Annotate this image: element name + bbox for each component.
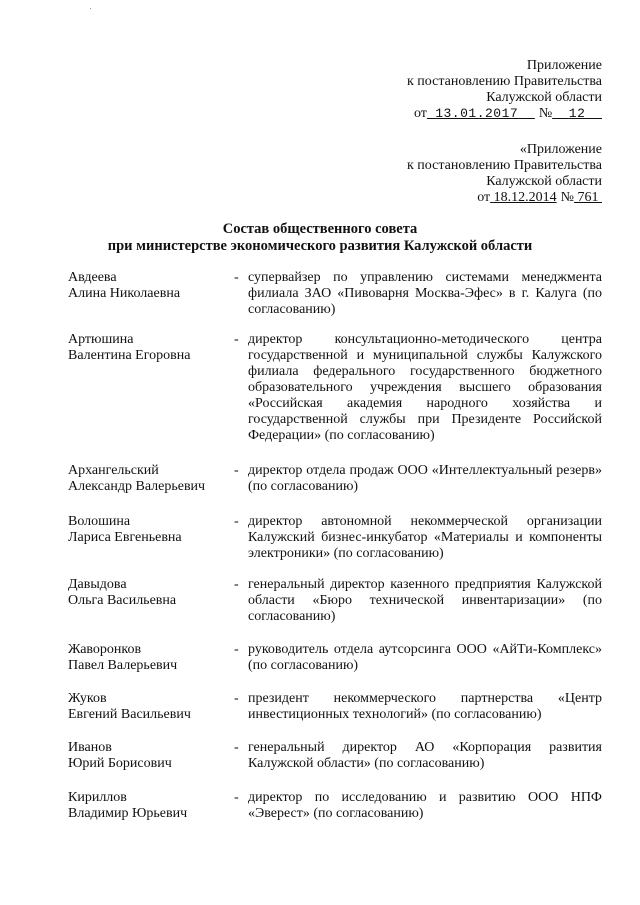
- member-name: [68, 642, 238, 674]
- original-appendix-date-line: [407, 190, 602, 206]
- member-given-names: Евгений Васильевич: [68, 707, 191, 722]
- member-position: президент некоммерческого партнерства «Центр инвестиционных технологий» (по согласованию): [248, 691, 602, 722]
- member-position: директор отдела продаж ООО «Интеллектуальный резерв» (по согласованию): [248, 463, 602, 494]
- member-name: [68, 790, 238, 822]
- member-surname: Архангельский: [68, 463, 159, 478]
- member-dash: -: [234, 642, 239, 657]
- member-surname: Давыдова: [68, 577, 127, 592]
- member-name: [68, 463, 238, 495]
- original-appendix-resolution-ref: к постановлению Правительства: [406, 158, 602, 173]
- member-name: [68, 577, 238, 609]
- member-position: директор автономной некоммерческой организации Калужский бизнес-инкубатор «Материалы и компоненты электроники» (по согласованию): [248, 514, 602, 561]
- member-name: [68, 740, 238, 772]
- appendix-header: [407, 58, 602, 122]
- member-position: руководитель отдела аутсорсинга ООО «АйТи-Комплекс» (по согласованию): [248, 642, 602, 673]
- resolution-date: 13.01.2017: [435, 106, 519, 121]
- member-surname: Жуков: [68, 691, 107, 706]
- member-given-names: Александр Валерьевич: [68, 479, 206, 494]
- appendix-date-line: [407, 106, 602, 122]
- member-dash: -: [234, 270, 239, 285]
- member-name: [68, 332, 238, 364]
- member-name: [68, 691, 238, 723]
- member-dash: -: [234, 790, 239, 805]
- resolution-number: 12: [568, 106, 586, 121]
- member-surname: Артюшина: [68, 332, 134, 347]
- member-dash: -: [234, 740, 239, 755]
- member-given-names: Алина Николаевна: [68, 286, 181, 301]
- scan-artifact: [90, 8, 91, 9]
- member-surname: Волошина: [68, 514, 131, 529]
- number-prefix: №: [538, 106, 553, 121]
- appendix-resolution-ref: к постановлению Правительства: [406, 74, 602, 89]
- original-appendix-header: [407, 142, 602, 206]
- member-position: супервайзер по управлению системами менеджмента филиала ЗАО «Пивоварня Москва-Эфес» в г. Калуга (по согласованию): [248, 270, 602, 317]
- member-name: [68, 270, 238, 302]
- date-prefix: от: [477, 190, 491, 205]
- member-dash: -: [234, 332, 239, 347]
- title-line-2: при министерстве экономического развития Калужской области: [107, 238, 533, 254]
- member-surname: Авдеева: [68, 270, 117, 285]
- member-dash: -: [234, 463, 239, 478]
- original-appendix-label: «Приложение: [519, 142, 602, 157]
- number-prefix: №: [560, 190, 574, 205]
- appendix-region: Калужской области: [486, 90, 602, 105]
- member-given-names: Владимир Юрьевич: [68, 806, 188, 821]
- member-surname: Жаворонков: [68, 642, 142, 657]
- original-appendix-region: Калужской области: [486, 174, 602, 189]
- member-dash: -: [234, 577, 239, 592]
- member-given-names: Валентина Егоровна: [68, 348, 191, 363]
- member-given-names: Лариса Евгеньевна: [68, 530, 182, 545]
- member-surname: Иванов: [68, 740, 112, 755]
- member-surname: Кириллов: [68, 790, 127, 805]
- member-dash: -: [234, 691, 239, 706]
- original-resolution-number: 761: [577, 190, 599, 205]
- document-title: [0, 221, 640, 255]
- original-resolution-date: 18.12.2014: [493, 190, 557, 205]
- date-prefix: от: [413, 106, 427, 121]
- member-name: [68, 514, 238, 546]
- member-given-names: Ольга Васильевна: [68, 593, 177, 608]
- member-dash: -: [234, 514, 239, 529]
- member-given-names: Юрий Борисович: [68, 756, 172, 771]
- appendix-label: Приложение: [526, 58, 602, 73]
- member-position: генеральный директор АО «Корпорация развития Калужской области» (по согласованию): [248, 740, 602, 771]
- member-position: директор консультационно-методического центра государственной и муниципальной службы Калужского филиала федерального государственного бюджетного образовательного учреждения высшего образования «Российская академия народного хозяйства и государственной службы при Президенте Российской Федерации» (по согласованию): [248, 332, 602, 443]
- member-position: директор по исследованию и развитию ООО НПФ «Эверест» (по согласованию): [248, 790, 602, 821]
- member-position: генеральный директор казенного предприятия Калужской области «Бюро технической инвентаризации» (по согласованию): [248, 577, 602, 624]
- title-line-1: Состав общественного совета: [222, 221, 418, 237]
- member-given-names: Павел Валерьевич: [68, 658, 178, 673]
